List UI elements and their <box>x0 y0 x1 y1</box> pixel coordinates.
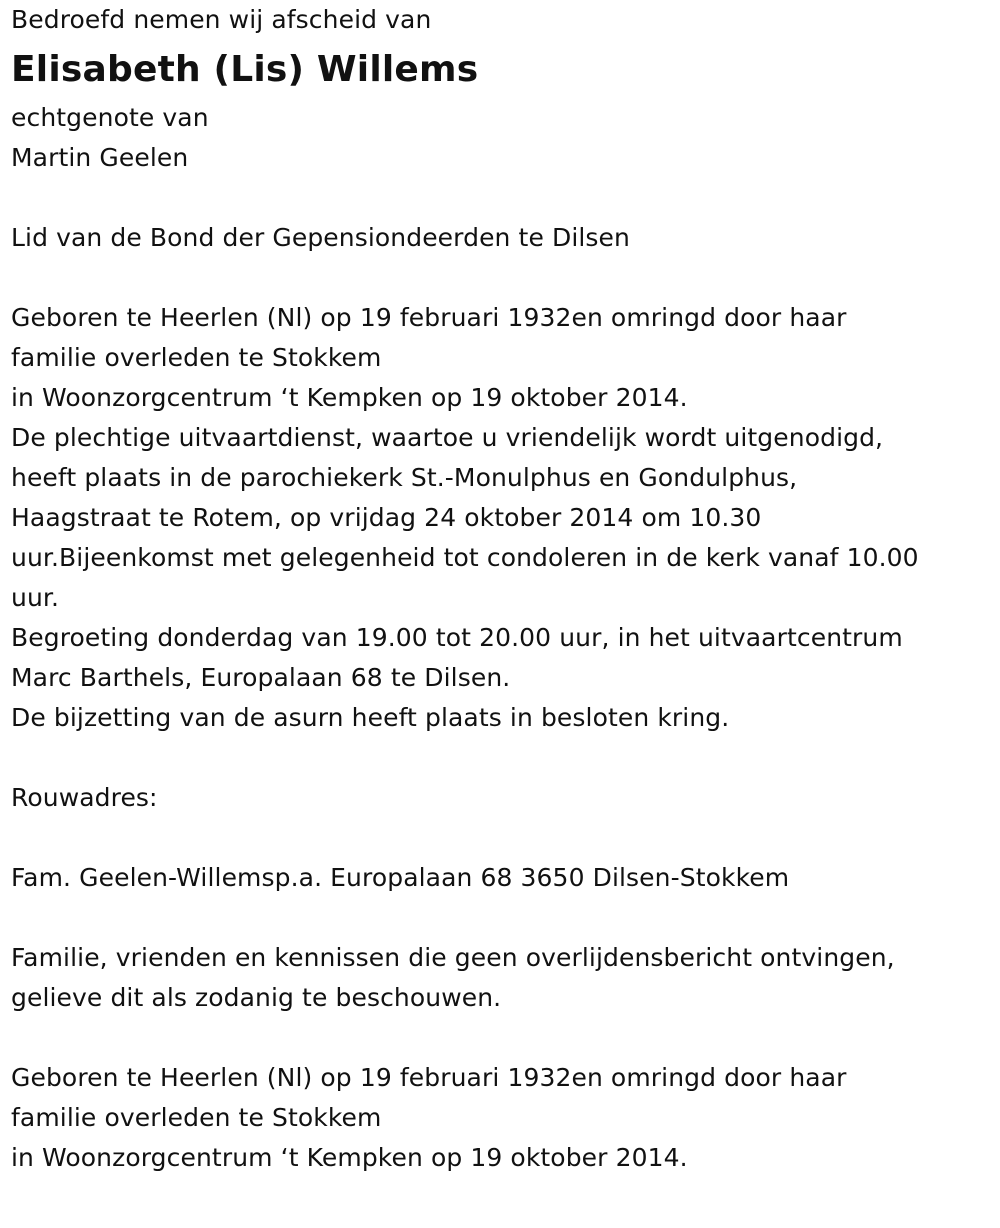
paragraph-line: De bijzetting van de asurn heeft plaats in besloten kring. <box>11 703 730 732</box>
spacer <box>11 1018 991 1058</box>
spacer <box>11 898 991 938</box>
paragraph-line: Marc Barthels, Europalaan 68 te Dilsen. <box>11 663 511 692</box>
intro-text: Bedroefd nemen wij afscheid van <box>11 5 432 34</box>
paragraph-line: heeft plaats in de parochiekerk St.-Monulphus en Gondulphus, <box>11 463 798 492</box>
deceased-name: Elisabeth (Lis) Willems <box>11 49 479 90</box>
paragraph-line: uur. <box>11 583 60 612</box>
paragraph-line: in Woonzorgcentrum ‘t Kempken op 19 oktober 2014. <box>11 1143 688 1172</box>
address-label: Rouwadres: <box>11 783 158 812</box>
spouse-name: Martin Geelen <box>11 143 189 172</box>
closing-paragraph <box>11 938 991 1018</box>
service-paragraph <box>11 418 991 738</box>
paragraph-line: Haagstraat te Rotem, op vrijdag 24 oktober 2014 om 10.30 <box>11 503 762 532</box>
mourning-address: Fam. Geelen-Willemsp.a. Europalaan 68 3650 Dilsen-Stokkem <box>11 863 790 892</box>
spacer <box>11 258 991 298</box>
paragraph-line: Geboren te Heerlen (Nl) op 19 februari 1932en omringd door haar <box>11 303 847 332</box>
paragraph-line: familie overleden te Stokkem <box>11 1103 382 1132</box>
birth-death-paragraph <box>11 298 991 418</box>
paragraph-line: De plechtige uitvaartdienst, waartoe u vriendelijk wordt uitgenodigd, <box>11 423 884 452</box>
spacer <box>11 178 991 218</box>
repeat-paragraph <box>11 1058 991 1178</box>
obituary-notice <box>11 0 991 1178</box>
paragraph-line: Begroeting donderdag van 19.00 tot 20.00 uur, in het uitvaartcentrum <box>11 623 903 652</box>
paragraph-line: gelieve dit als zodanig te beschouwen. <box>11 983 502 1012</box>
spacer <box>11 738 991 778</box>
paragraph-line: Familie, vrienden en kennissen die geen overlijdensbericht ontvingen, <box>11 943 895 972</box>
paragraph-line: in Woonzorgcentrum ‘t Kempken op 19 oktober 2014. <box>11 383 688 412</box>
spouse-label: echtgenote van <box>11 103 209 132</box>
paragraph-line: uur.Bijeenkomst met gelegenheid tot condoleren in de kerk vanaf 10.00 <box>11 543 919 572</box>
membership-text: Lid van de Bond der Gepensiondeerden te Dilsen <box>11 223 630 252</box>
paragraph-line: Geboren te Heerlen (Nl) op 19 februari 1932en omringd door haar <box>11 1063 847 1092</box>
paragraph-line: familie overleden te Stokkem <box>11 343 382 372</box>
spacer <box>11 818 991 858</box>
